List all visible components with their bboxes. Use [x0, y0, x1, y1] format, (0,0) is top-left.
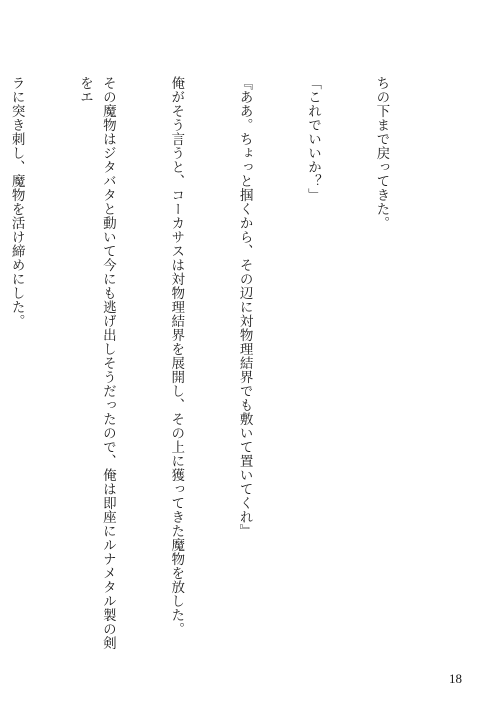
text-line: 『ああ。ちょっと掴くから、その辺に対物理結界でも敷いて置いてくれ』 — [236, 76, 253, 538]
text-line: 俺がそう言うと、コーカサスは対物理結界を展開し、その上に獲ってきた魔物を放した。 — [168, 76, 185, 636]
page-number: 18 — [449, 671, 462, 686]
vertical-text-body — [8, 76, 438, 656]
text-line: その魔物はジタバタと動いて今にも逃げ出しそうだったので、俺は即座にルナメタル製の剣をエ — [77, 76, 116, 650]
text-line: ラに突き刺し、魔物を活け締めにした。 — [8, 76, 25, 328]
text-line: 「これでいいか？」 — [305, 76, 322, 202]
text-line: ちの下まで戻ってきた。 — [373, 76, 390, 230]
